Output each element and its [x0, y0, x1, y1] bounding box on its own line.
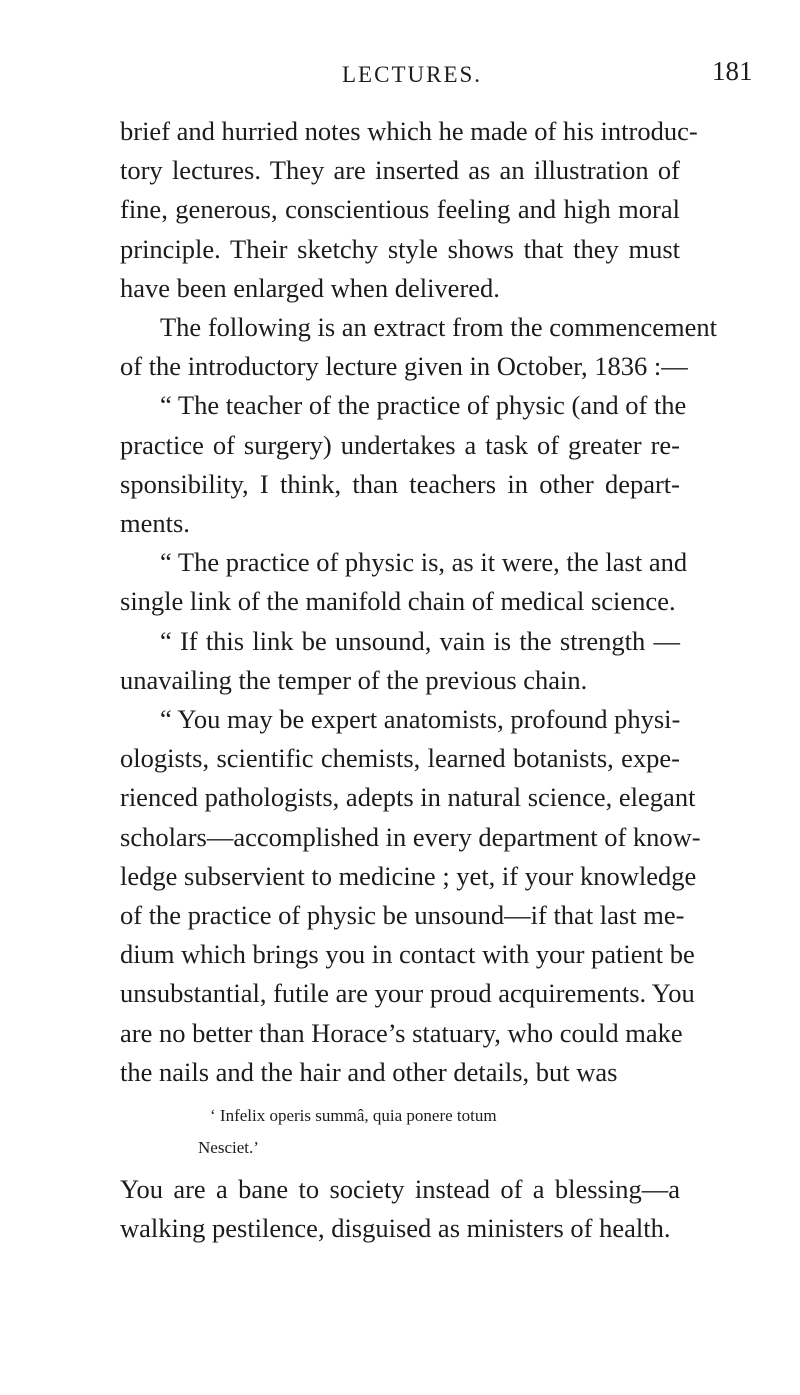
text-line: of the introductory lecture given in October, 1836 :— [120, 351, 688, 382]
latin-quotation [120, 1100, 680, 1164]
text-line: dium which brings you in contact with your patient be [120, 939, 695, 970]
paragraph-7 [120, 1170, 680, 1248]
paragraph-6 [120, 700, 701, 1092]
text-line: practice of surgery) undertakes a task of greater re- [120, 429, 680, 460]
text-line: “ The teacher of the practice of physic (and of the [160, 390, 687, 421]
text-line: rienced pathologists, adepts in natural science, elegant [120, 782, 696, 813]
text-line: ments. [120, 508, 190, 539]
text-line: scholars—accomplished in every department of know- [120, 821, 701, 852]
quote-line: ‘ Infelix operis summâ, quia ponere totum [210, 1106, 497, 1126]
text-line: ologists, scientific chemists, learned botanists, expe- [120, 743, 680, 774]
paragraph-2 [120, 308, 718, 386]
quote-line: Nesciet.’ [198, 1138, 259, 1158]
text-line: unavailing the temper of the previous chain. [120, 664, 588, 695]
text-line: brief and hurried notes which he made of his introduc- [120, 116, 698, 146]
running-head: LECTURES. [342, 62, 483, 87]
text-line: have been enlarged when delivered. [120, 272, 500, 303]
text-line: fine, generous, conscientious feeling and high moral [120, 194, 680, 225]
text-line: ledge subservient to medicine ; yet, if your knowledge [120, 860, 697, 891]
text-line: “ The practice of physic is, as it were, the last and [160, 547, 688, 578]
paragraph-3 [120, 386, 687, 543]
text-line: single link of the manifold chain of medical science. [120, 586, 676, 617]
text-line: of the practice of physic be unsound—if that last me- [120, 900, 685, 931]
text-line: walking pestilence, disguised as ministers of health. [120, 1213, 671, 1244]
body-text [120, 112, 718, 1248]
text-line: “ If this link be unsound, vain is the strength — [160, 625, 680, 656]
text-line: principle. Their sketchy style shows that they must [120, 233, 680, 264]
text-line: are no better than Horace’s statuary, who could make [120, 1017, 683, 1048]
text-line: tory lectures. They are inserted as an illustration of [120, 155, 680, 186]
text-line: The following is an extract from the commencement [160, 312, 718, 343]
text-line: “ You may be expert anatomists, profound physi- [160, 704, 681, 735]
text-line: unsubstantial, futile are your proud acquirements. You [120, 978, 695, 1009]
paragraph-1 [120, 112, 698, 308]
text-line: You are a bane to society instead of a blessing—a [120, 1174, 680, 1205]
text-line: the nails and the hair and other details, but was [120, 1056, 618, 1087]
page-number: 181 [712, 56, 753, 86]
paragraph-4 [120, 543, 688, 621]
paragraph-5 [120, 622, 680, 700]
text-line: sponsibility, I think, than teachers in other depart- [120, 468, 680, 499]
